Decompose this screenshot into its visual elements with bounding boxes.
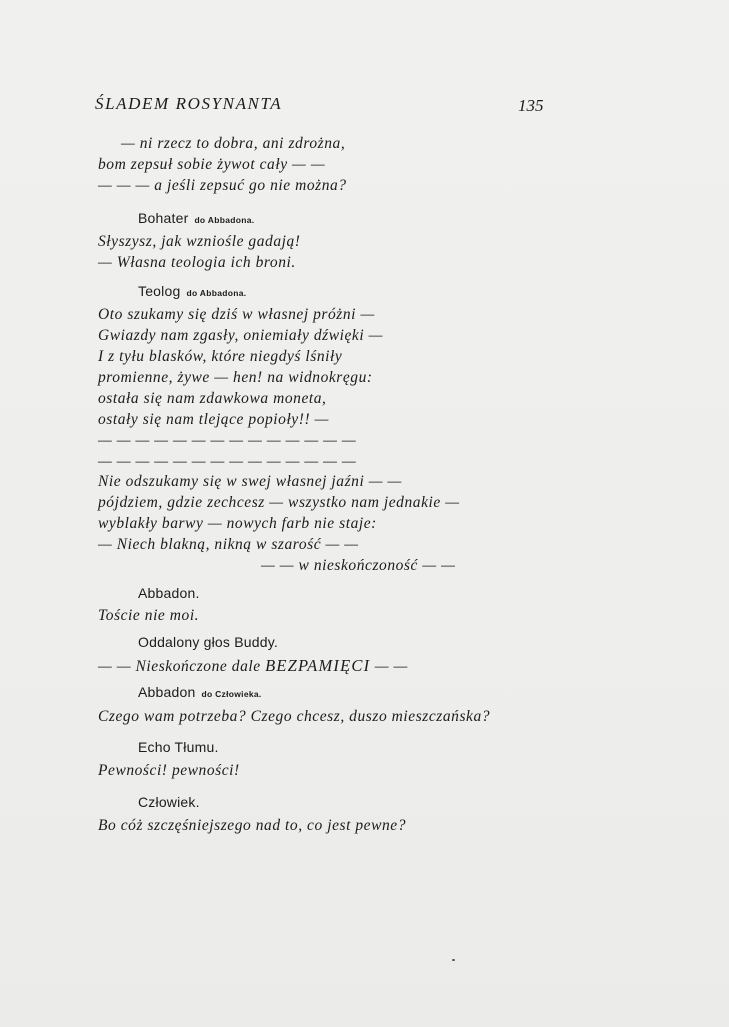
verse-line: Gwiazdy nam zgasły, oniemiały dźwięki — — [98, 327, 383, 344]
verse-line: Bo cóż szczęśniejszego nad to, co jest pewne? — [98, 817, 407, 834]
speaker-abbadon: Abbadon. — [138, 585, 200, 601]
verse-line: — Własna teologia ich broni. — [98, 254, 296, 271]
verse-line: pójdziem, gdzie zechcesz — wszystko nam jednakie — — [98, 494, 460, 511]
speaker-teolog — [138, 283, 246, 299]
verse-line: — — w nieskończoność — — — [261, 557, 456, 574]
verse-line: Czego wam potrzeba? Czego chcesz, duszo mieszczańska? — [98, 708, 491, 725]
verse-line: — ni rzecz to dobra, ani zdrożna, — [121, 135, 346, 152]
verse-line: ostały się nam tlejące popioły!! — — [98, 411, 329, 428]
verse-line: — — — a jeśli zepsuć go nie można? — [98, 177, 347, 194]
verse-line: ostała się nam zdawkowa moneta, — [98, 390, 327, 407]
print-speck — [452, 959, 455, 961]
verse-fragment: — — — [374, 658, 408, 675]
speaker-name: Teolog — [138, 283, 181, 299]
verse-line: Toście nie moi. — [98, 607, 200, 624]
verse-line: Pewności! pewności! — [98, 762, 240, 779]
verse-line: Słyszysz, jak wzniośle gadają! — [98, 233, 301, 250]
verse-line: Nie odszukamy się w swej własnej jaźni — — — [98, 473, 402, 490]
speaker-budda: Oddalony głos Buddy. — [138, 634, 278, 650]
running-head: ŚLADEM ROSYNANTA — [95, 94, 283, 113]
speaker-abbadon-2 — [138, 684, 262, 700]
verse-fragment: — — Nieskończone dale — [98, 658, 261, 675]
speaker-name: Bohater — [138, 210, 189, 226]
stage-direction: do Abbadona. — [186, 288, 247, 298]
verse-line: Oto szukamy się dziś w własnej próżni — — [98, 306, 375, 323]
speaker-name: Abbadon — [138, 684, 196, 700]
speaker-bohater — [138, 210, 254, 226]
verse-emphasis: BEZPAMIĘCI — [265, 656, 371, 675]
verse-line: bom zepsuł sobie żywot cały — — — [98, 156, 326, 173]
dash-row: — — — — — — — — — — — — — — — [98, 453, 357, 470]
stage-direction: do Człowieka. — [201, 689, 262, 699]
verse-line — [98, 656, 408, 676]
page-number: 135 — [518, 96, 544, 115]
stage-direction: do Abbadona. — [194, 215, 255, 225]
speaker-echo-tlumu: Echo Tłumu. — [138, 739, 219, 755]
verse-line: promienne, żywe — hen! na widnokręgu: — [98, 369, 373, 386]
dash-row: — — — — — — — — — — — — — — — [98, 432, 357, 449]
verse-line: I z tyłu blasków, które niegdyś lśniły — [98, 348, 343, 365]
verse-line: wyblakły barwy — nowych farb nie staje: — [98, 515, 377, 532]
verse-line: — Niech blakną, nikną w szarość — — — [98, 536, 359, 553]
speaker-czlowiek: Człowiek. — [138, 794, 200, 810]
